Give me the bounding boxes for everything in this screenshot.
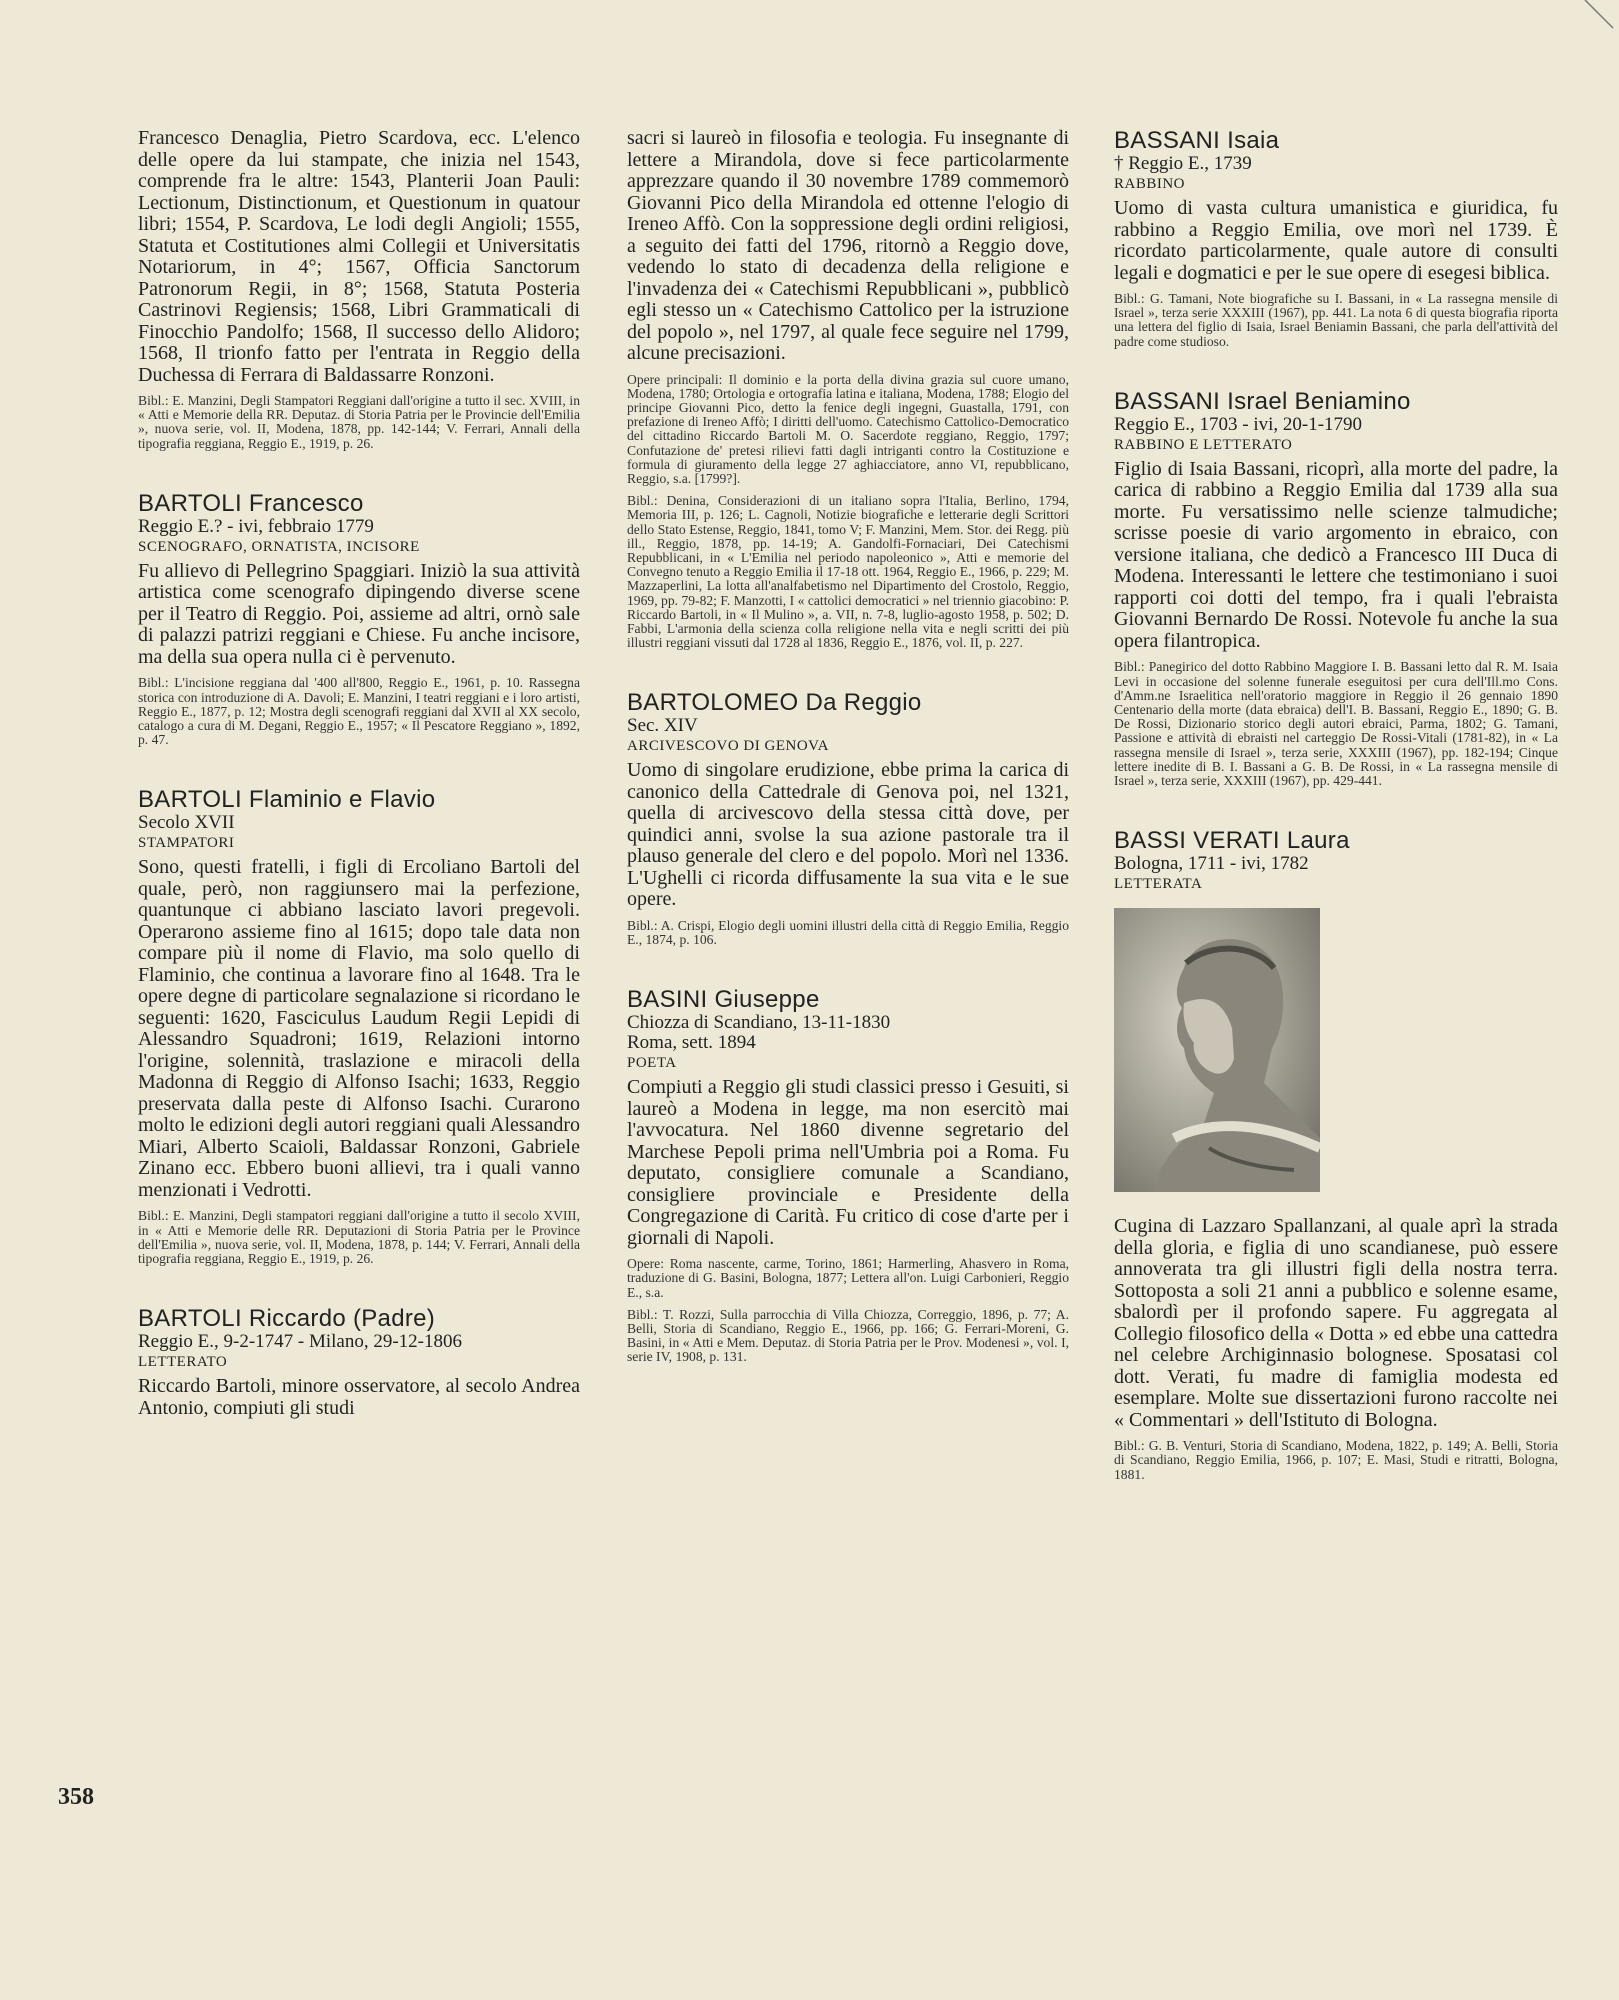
entry-name: BARTOLI Francesco <box>138 489 364 517</box>
entry-dates: Chiozza di Scandiano, 13-11-1830 <box>627 1012 891 1034</box>
entry-name: BARTOLOMEO Da Reggio <box>627 689 922 717</box>
entry <box>1114 128 1558 349</box>
entry <box>138 491 580 748</box>
entry-role: STAMPATORI <box>138 835 235 852</box>
entry-text: Compiuti a Reggio gli studi classici presso i Gesuiti, si laureò a Modena in legge, ma non esercitò mai l'avvocatura. Nel 1860 divenne segretario del Marchese Pepoli prima nell'Umbria poi a Roma. Fu deputato, consigliere comunale a Scandiano, consigliere provinciale e Presidente della Congregazione di Carità. Fu critico di cose d'arte per i giornali di Napoli. <box>627 1076 1069 1249</box>
entry <box>1114 389 1558 788</box>
entry <box>138 1306 580 1419</box>
bibliography: Bibl.: Panegirico del dotto Rabbino Maggiore I. B. Bassani letto dal R. M. Isaia Levi in occasione del solenne funerale eseguitosi per cura dell'Ill.mo Cons. d'Amm.ne Israelitica nell'oratorio maggiore in Reggio il 26 gennaio 1890 Centenario della morte (data ebraica) dell'I. B. Bassani, Reggio E., 1890; G. B. De Rossi, Dizionario storico degli autori ebraici, Parma, 1802; G. Tamani, Passione e attività di ebraisti nel carteggio De Rossi-Vitali (1781-82), in « La rassegna mensile di Israel », terza serie, XXXIII (1967), pp. 182-194; Cinque lettere inedite di B. I. Bassani a G. B. De Rossi, in « La rassegna mensile di Israel », terza serie, XXXIII (1967), pp. 429-441. <box>1114 659 1558 788</box>
entry-text: Riccardo Bartoli, minore osservatore, al secolo Andrea Antonio, compiuti gli studi <box>138 1375 580 1419</box>
entry-dates: Reggio E.? - ivi, febbraio 1779 <box>138 515 374 537</box>
entry-text: Figlio di Isaia Bassani, ricoprì, alla morte del padre, la carica di rabbino a Reggio Emilia dal 1739 alla sua morte. Fu versatissimo nelle scienze talmudiche; scrisse poesie di vario argomento in ebraico, con versione italiana, che dedicò a Francesco III Duca di Modena. Interessanti le lettere che testimoniano i suoi rapporti coi dotti del tempo, fra i quali l'ebraista Giovanni Bernardo De Rossi. Notevole fu anche la sua opera filantropica. <box>1114 457 1558 652</box>
entry <box>627 690 1069 947</box>
entry-dates: Secolo XVII <box>138 812 235 834</box>
entry-text: Sono, questi fratelli, i figli di Ercoliano Bartoli del quale, però, non raggiunsero mai la perfezione, quantunque ci abbiano lasciato lavori pregevoli. Operarono assieme fino al 1615; dopo tale data non compare più il nome di Flavio, ma solo quello di Flaminio, che continua a lavorare fino al 1648. Tra le opere degne di particolare segnalazione si ricordano le seguenti: 1620, Fasciculus Laudum Regii Lepidi di Alessandro Squadroni; 1619, Relazioni intorno l'origine, solennità, traslazione e miracoli della Madonna di Reggio di Alfonso Isachi; 1633, Reggio preservata dalla peste di Alfonso Isachi. Curarono molto le edizioni degli autori reggiani quali Alessandro Miari, Alberto Scaioli, Baldassar Ronzoni, Gabriele Zinano ecc. Ebbero buoni allievi, tra i quali vanno menzionati i Vedrotti. <box>138 856 580 1201</box>
corner-mark <box>1499 0 1619 40</box>
entry-role: POETA <box>627 1055 677 1072</box>
column-1 <box>138 128 580 1419</box>
entry-text: Uomo di singolare erudizione, ebbe prima la carica di canonico della Cattedrale di Genova poi, nel 1321, quella di arcivescovo della stessa città dove, per quindici anni, svolse la sua azione pastorale tra il plauso generale del clero e del popolo. Morì nel 1336. L'Ughelli ci ricorda diffusamente la sua vita e le sue opere. <box>627 759 1069 911</box>
entry-role: SCENOGRAFO, ORNATISTA, INCISORE <box>138 538 420 555</box>
entry-dates: Sec. XIV <box>627 715 698 737</box>
bibliography: Bibl.: E. Manzini, Degli Stampatori Reggiani dall'origine a tutto il sec. XVIII, in « Atti e Memorie della RR. Deputaz. di Storia Patria per le Provincie dell'Emilia », nuova serie, vol. II, Modena, 1878, pp. 142-144; V. Ferrari, Annali della tipografia reggiana, Reggio E., 1919, p. 26. <box>138 393 580 451</box>
entry-name: BASINI Giuseppe <box>627 986 820 1014</box>
entry <box>627 987 1069 1364</box>
bibliography: Bibl.: G. B. Venturi, Storia di Scandiano, Modena, 1822, p. 149; A. Belli, Storia di Scandiano, Reggio Emilia, 1966, p. 107; E. Masi, Studi e ritratti, Bologna, 1881. <box>1114 1438 1558 1482</box>
entry-name: BASSI VERATI Laura <box>1114 827 1350 855</box>
entry-name: BARTOLI Flaminio e Flavio <box>138 786 436 814</box>
entry-name: BASSANI Israel Beniamino <box>1114 387 1411 415</box>
works-list: Opere: Roma nascente, carme, Torino, 1861; Harmerling, Ahasvero in Roma, traduzione di G. Basini, Bologna, 1877; Lettera all'on. Luigi Carbonieri, Reggio E., s.a. <box>627 1256 1069 1300</box>
entry-dates: Bologna, 1711 - ivi, 1782 <box>1114 853 1309 875</box>
works-list: Opere principali: Il dominio e la porta della divina grazia sul cuore umano, Modena, 1780; Ortologia e ortografia latina e italiana, Modena, 1788; Elogio del principe Giovanni Pico, detto la fenice degli ingegni, Guastalla, 1791, con prefazione di Ireneo Affò; I diritti dell'uomo. Catechismo Cattolico-Democratico del cittadino Riccardo Bartoli M. O. Sacerdote reggiano, Reggio, 1797; Confutazione de' pretesi rilievi fatti dagli intriganti contro la Costituzione e formula di giuramento della legge 27 aghiacciatore, anno VI, repubblicano, Reggio, s.a. [1799?]. <box>627 371 1069 486</box>
continuation-text: sacri si laureò in filosofia e teologia. Fu insegnante di lettere a Mirandola, dove si fece particolarmente apprezzare quando il 30 novembre 1789 commemorò Giovanni Pico della Mirandola ed ottenne l'elogio di Ireneo Affò. Con la soppressione degli ordini religiosi, a seguito dei fatti del 1796, ritornò a Reggio dove, vedendo lo stato di decadenza della religione e l'invadenza dei « Catechismi Repubblicani », pubblicò egli stesso un « Catechismo Cattolico per la istruzione del popolo », nel 1797, al quale fece seguire nel 1799, alcune precisazioni. <box>627 127 1069 364</box>
bibliography: Bibl.: T. Rozzi, Sulla parrocchia di Villa Chiozza, Correggio, 1896, p. 77; A. Belli, Storia di Scandiano, Reggio E., 1966, pp. 166; G. Ferrari-Moreni, G. Basini, in « Atti e Mem. Deputaz. di Storia Patria per le Prov. Modenesi », vol. I, serie IV, 1908, p. 131. <box>627 1306 1069 1365</box>
entry-text: Uomo di vasta cultura umanistica e giuridica, fu rabbino a Reggio Emilia, ove morì nel 1739. È ricordato particolarmente, quale autore di consulti legali e dogmatici e per le sue opere di esegesi biblica. <box>1114 197 1558 284</box>
column-2 <box>627 128 1069 1365</box>
entry-dates-2: Roma, sett. 1894 <box>627 1032 756 1054</box>
entry-role: LETTERATO <box>138 1354 228 1371</box>
entry-text: Cugina di Lazzaro Spallanzani, al quale aprì la strada della gloria, e figlia di uno scandianese, può essere annoverata tra gli illustri figli della nostra terra. Sottoposta a soli 21 anni a pubblico e solenne esame, sbalordì per il profondo sapere. Fu aggregata al Collegio filosofico della « Dotta » ed ebbe una cattedra nel celebre Archiginnasio bolognese. Sposatasi col dott. Verati, fu madre di famiglia modesta ed esemplare. Molte sue dissertazioni furono raccolte nei « Commentari » dell'Istituto di Bologna. <box>1114 1215 1558 1431</box>
entry-dates: Reggio E., 1703 - ivi, 20-1-1790 <box>1114 413 1363 435</box>
continuation-text: Francesco Denaglia, Pietro Scardova, ecc. L'elenco delle opere da lui stampate, che inizia nel 1543, comprende fra le altre: 1543, Planterii Joan Pauli: Lectionum, Distinctionum, et Questionum in quatour libri; 1554, P. Scardova, Le lodi degli Angioli; 1555, Statuta et Costitutiones almi Collegii et Universitatis Notariorum, in 4°; 1567, Officia Sanctorum Patronorum Regii, in 8°; 1568, Statuta Posteria Castrinovi Regiensis; 1568, Libri Grammaticali di Finocchio Pandolfo; 1568, Il successo dello Alidoro; 1568, Il trionfo fatto per l'entrata in Reggio della Duchessa di Ferrara di Baldassarre Ronzoni. <box>138 127 580 386</box>
bibliography: Bibl.: A. Crispi, Elogio degli uomini illustri della città di Reggio Emilia, Reggio E., 1874, p. 106. <box>627 917 1069 948</box>
entry-text: Fu allievo di Pellegrino Spaggiari. Iniziò la sua attività artistica come scenografo dipingendo diverse scene per il Teatro di Reggio. Poi, assieme ad altri, ornò sale di palazzi patrizi reggiani e Chiese. Fu anche incisore, ma della sua opera nulla ci è pervenuto. <box>138 559 580 668</box>
entry <box>1114 828 1558 1482</box>
entry-dates: † Reggio E., 1739 <box>1114 153 1252 174</box>
entry-role: RABBINO E LETTERATO <box>1114 436 1293 453</box>
entry-name: BASSANI Isaia <box>1114 127 1280 154</box>
entry-role: ARCIVESCOVO DI GENOVA <box>627 738 829 755</box>
entry <box>138 787 580 1266</box>
entry-role: RABBINO <box>1114 176 1186 192</box>
column-3 <box>1114 128 1558 1482</box>
entry-role: LETTERATA <box>1114 876 1203 893</box>
page-number: 358 <box>58 1784 94 1810</box>
bibliography: Bibl.: G. Tamani, Note biografiche su I. Bassani, in « La rassegna mensile di Israel », terza serie XXXIII (1967), pp. 441. La nota 6 di questa biografia riporta una lettera del figlio di Isaia, Israel Beniamin Bassani, che parla dell'attività del padre come studioso. <box>1114 291 1558 349</box>
bibliography: Bibl.: L'incisione reggiana dal '400 all'800, Reggio E., 1961, p. 10. Rassegna storica con introduzione di A. Davoli; E. Manzini, I teatri reggiani e i loro artisti, Reggio E., 1877, p. 12; Mostra degli scenografi reggiani dal XVII al XX secolo, catalogo a cura di M. Degani, Reggio E., 1957; « Il Pescatore Reggiano », 1892, p. 47. <box>138 675 580 748</box>
entry-dates: Reggio E., 9-2-1747 - Milano, 29-12-1806 <box>138 1331 463 1353</box>
bibliography: Bibl.: Denina, Considerazioni di un italiano sopra l'Italia, Berlino, 1794, Memoria III, p. 126; L. Cagnoli, Notizie biografiche e letterarie degli Scrittori dello Stato Estense, Reggio, 1841, tomo V; F. Manzini, Mem. Stor. dei Regg. più ill., Reggio, 1878, pp. 14-19; A. Gandolfi-Fornaciari, Dei Catechismi Repubblicani, in « L'Emilia nel periodo napoleonico », Atti e memorie del Convegno tenuto a Reggio Emilia il 17-18 ott. 1964, Reggio E., 1966, p. 229; M. Mazzaperlini, La lotta all'analfabetismo nel Dipartimento del Crostolo, Reggio, 1969, pp. 79-82; F. Manzotti, I « cattolici democratici » nel triennio giacobino: P. Riccardo Bartoli, in « Il Mulino », a. VII, n. 7-8, luglio-agosto 1958, p. 502; D. Fabbi, L'armonia della scienza colla religione nella vita e negli scritti dei più illustri reggiani vissuti dal 1728 al 1836, Reggio E., 1876, vol. II, p. 227. <box>627 493 1069 651</box>
bibliography: Bibl.: E. Manzini, Degli stampatori reggiani dall'origine a tutto il secolo XVIII, in « Atti e Memorie delle RR. Deputazioni di Storia Patria per le Province dell'Emilia », nuova serie, vol. II, Modena, 1878, p. 144; V. Ferrari, Annali della tipografia reggiana, Reggio E., 1919, p. 26. <box>138 1208 580 1266</box>
portrait-image <box>1114 908 1320 1192</box>
entry-name: BARTOLI Riccardo (Padre) <box>138 1305 436 1333</box>
